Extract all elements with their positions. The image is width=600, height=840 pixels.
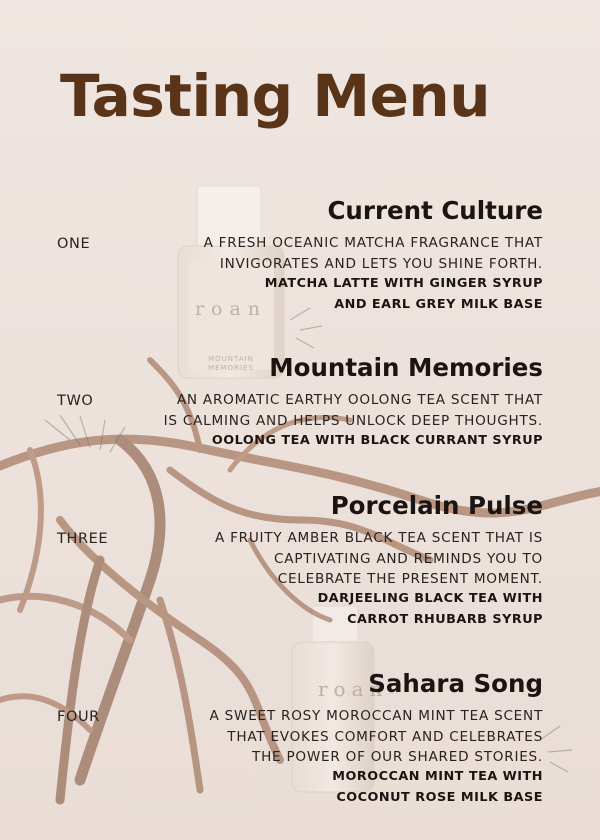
menu-item-number: THREE	[57, 531, 109, 547]
menu-item-description: A FRESH OCEANIC MATCHA FRAGRANCE THAT INVIGORATES AND LETS YOU SHINE FORTH.	[203, 235, 543, 272]
menu-item-number: TWO	[57, 393, 94, 409]
menu-item-name: Mountain Memories	[269, 353, 543, 382]
svg-text:MEMORIES: MEMORIES	[208, 364, 254, 372]
menu-item-name: Sahara Song	[368, 669, 543, 698]
menu-item-name: Current Culture	[327, 196, 543, 225]
svg-text:roan: roan	[194, 298, 268, 320]
menu-item-number: ONE	[57, 236, 91, 252]
svg-text:MOUNTAIN: MOUNTAIN	[208, 355, 254, 363]
menu-item-description: A SWEET ROSY MOROCCAN MINT TEA SCENT THAT EVOKES COMFORT AND CELEBRATES THE POWER OF OUR SHARED STORIES.	[209, 708, 543, 765]
menu-item-description: AN AROMATIC EARTHY OOLONG TEA SCENT THAT IS CALMING AND HELPS UNLOCK DEEP THOUGHTS.	[163, 392, 543, 429]
menu-item-pairing: MOROCCAN MINT TEA WITH COCONUT ROSE MILK BASE	[332, 769, 543, 805]
menu-item-pairing: MATCHA LATTE WITH GINGER SYRUP AND EARL GREY MILK BASE	[264, 276, 543, 312]
page-title: Tasting Menu	[60, 62, 490, 130]
menu-item-pairing: OOLONG TEA WITH BLACK CURRANT SYRUP	[211, 433, 543, 448]
menu-item-pairing: DARJEELING BLACK TEA WITH CARROT RHUBARB SYRUP	[317, 591, 543, 627]
svg-text:roan: roan	[318, 677, 389, 701]
menu-item-description: A FRUITY AMBER BLACK TEA SCENT THAT IS CAPTIVATING AND REMINDS YOU TO CELEBRATE THE PRESENT MOMENT.	[214, 530, 543, 587]
menu-item-name: Porcelain Pulse	[330, 491, 543, 520]
menu-item-number: FOUR	[57, 709, 100, 725]
